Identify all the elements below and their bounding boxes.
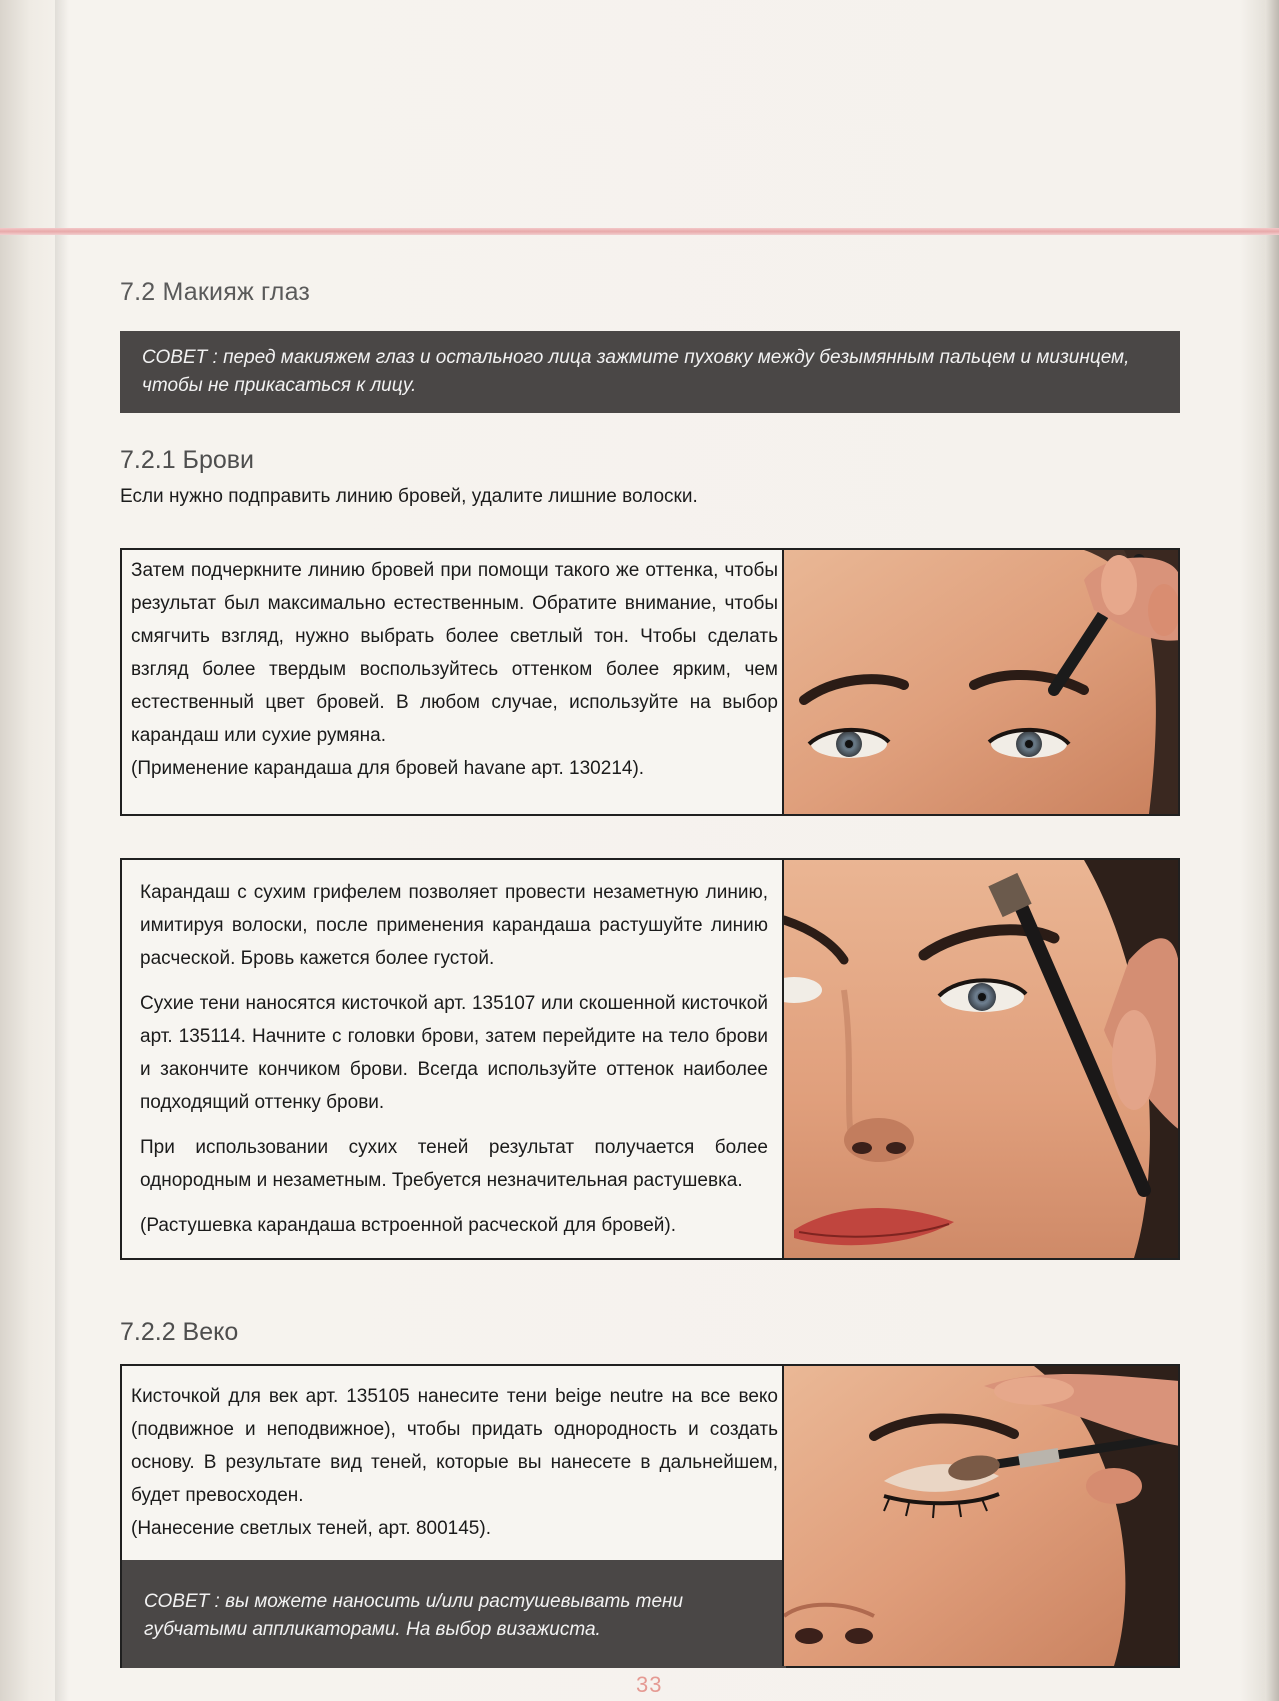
tip-text: СОВЕТ : перед макияжем глаз и остального лица зажмите пуховку между безымянным пальцем и мизинцем, чтобы не прикасаться к лицу.	[142, 347, 1130, 396]
subsection-title-brows: 7.2.1 Брови	[120, 446, 255, 474]
section-title: 7.2 Макияж глаз	[120, 278, 311, 306]
card-paragraph: Затем подчеркните линию бровей при помощи такого же оттенка, чтобы результат был максимально естественным. Обратите внимание, чтобы смягчить взгляд, нужно выбрать более светлый тон. Чтобы сделать взгляд более твердым воспользуйтесь оттенком более ярким, чем естественный цвет бровей. В любом случае, используйте на выбор карандаш или сухие румяна.	[131, 560, 778, 746]
tip-text: СОВЕТ : вы можете наносить и/или растушевывать тени губчатыми аппликаторами. На выбор визажиста.	[144, 1591, 684, 1640]
card-text	[122, 860, 786, 1242]
card-paragraph: Карандаш с сухим грифелем позволяет провести незаметную линию, имитируя волоски, после применения карандаша растушуйте линию расческой. Бровь кажется более густой.	[140, 882, 768, 969]
subsection-title-eyelid: 7.2.2 Веко	[120, 1318, 239, 1346]
card-paragraph: При использовании сухих теней результат получается более однородным и незаметным. Требуется незначительная растушевка.	[140, 1137, 768, 1191]
eyelid-tip-banner	[122, 1560, 786, 1668]
page-gutter	[55, 0, 69, 1701]
card-paragraph: Сухие тени наносятся кисточкой арт. 135107 или скошенной кисточкой арт. 135114. Начните с головки брови, затем перейдите на тело брови и закончите кончиком брови. Всегда используйте оттенок наиболее подходящий оттенку брови.	[140, 993, 768, 1113]
card-caption: (Применение карандаша для бровей havane арт. 130214).	[131, 758, 645, 779]
card-text	[122, 550, 786, 785]
brow-comb-photo	[782, 860, 1178, 1258]
card-text	[122, 1366, 786, 1545]
eyelid-card	[120, 1364, 1180, 1668]
card-paragraph: Кисточкой для век арт. 135105 нанесите тени beige neutre на все веко (подвижное и неподвижное), чтобы придать однородность и создать основу. В результате вид теней, которые вы нанесете в дальнейшем, будет превосходен.	[131, 1386, 778, 1506]
card-caption: (Нанесение светлых теней, арт. 800145).	[131, 1518, 491, 1539]
brows-card-pencil	[120, 548, 1180, 816]
page-number: 33	[636, 1672, 663, 1697]
brows-intro: Если нужно подправить линию бровей, удалите лишние волоски.	[120, 486, 698, 507]
page-edge	[1265, 0, 1279, 1701]
eyelid-brush-photo	[782, 1366, 1178, 1666]
header-rule	[0, 228, 1279, 235]
brows-card-comb	[120, 858, 1180, 1260]
card-caption: (Растушевка карандаша встроенной расческой для бровей).	[140, 1215, 677, 1236]
tip-banner	[120, 331, 1180, 413]
eyebrow-pencil-photo	[782, 550, 1178, 814]
